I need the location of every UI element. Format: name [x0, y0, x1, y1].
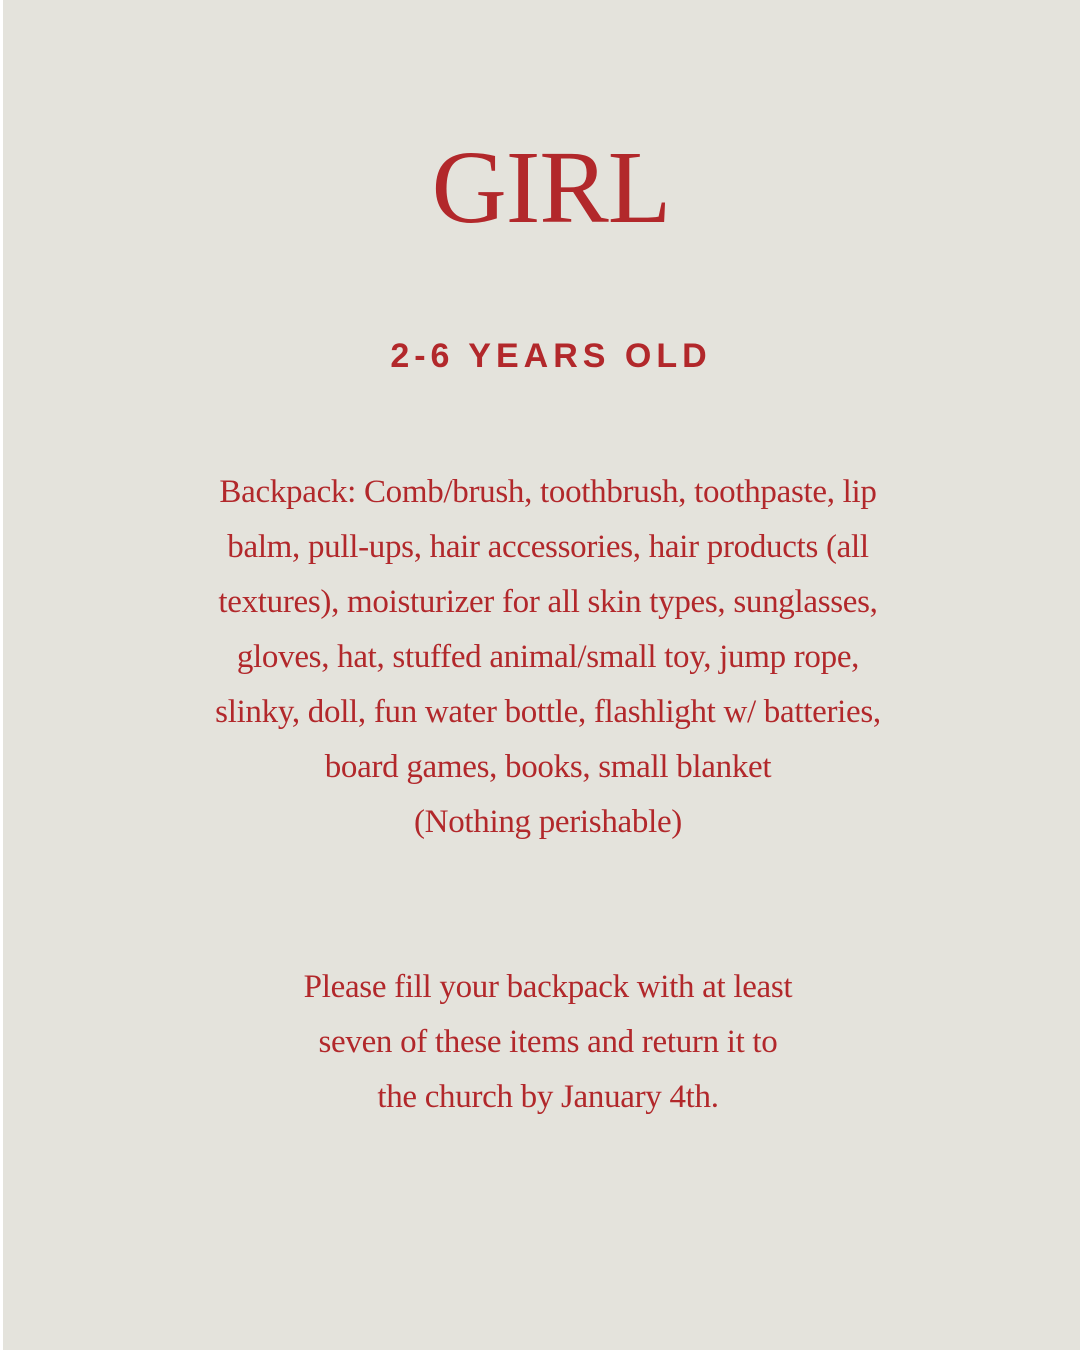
items-line: Backpack: Comb/brush, toothbrush, toothpaste, lip: [219, 474, 877, 510]
flyer-page: [3, 0, 1080, 1350]
instructions-line: Please fill your backpack with at least: [303, 969, 793, 1005]
items-line: gloves, hat, stuffed animal/small toy, jump rope,: [236, 639, 860, 675]
page-title: GIRL: [431, 130, 671, 245]
items-note: (Nothing perishable): [413, 804, 682, 840]
backpack-items-list: [3, 465, 1080, 850]
age-range-subtitle: 2-6 YEARS OLD: [390, 337, 712, 375]
items-line: slinky, doll, fun water bottle, flashlight w/ batteries,: [215, 694, 881, 730]
items-line: board games, books, small blanket: [324, 749, 772, 785]
items-line: balm, pull-ups, hair accessories, hair products (all: [227, 529, 869, 565]
return-instructions: [3, 960, 1080, 1125]
items-line: textures), moisturizer for all skin types, sunglasses,: [218, 584, 878, 620]
instructions-line: seven of these items and return it to: [318, 1024, 778, 1060]
instructions-line: the church by January 4th.: [377, 1079, 719, 1115]
